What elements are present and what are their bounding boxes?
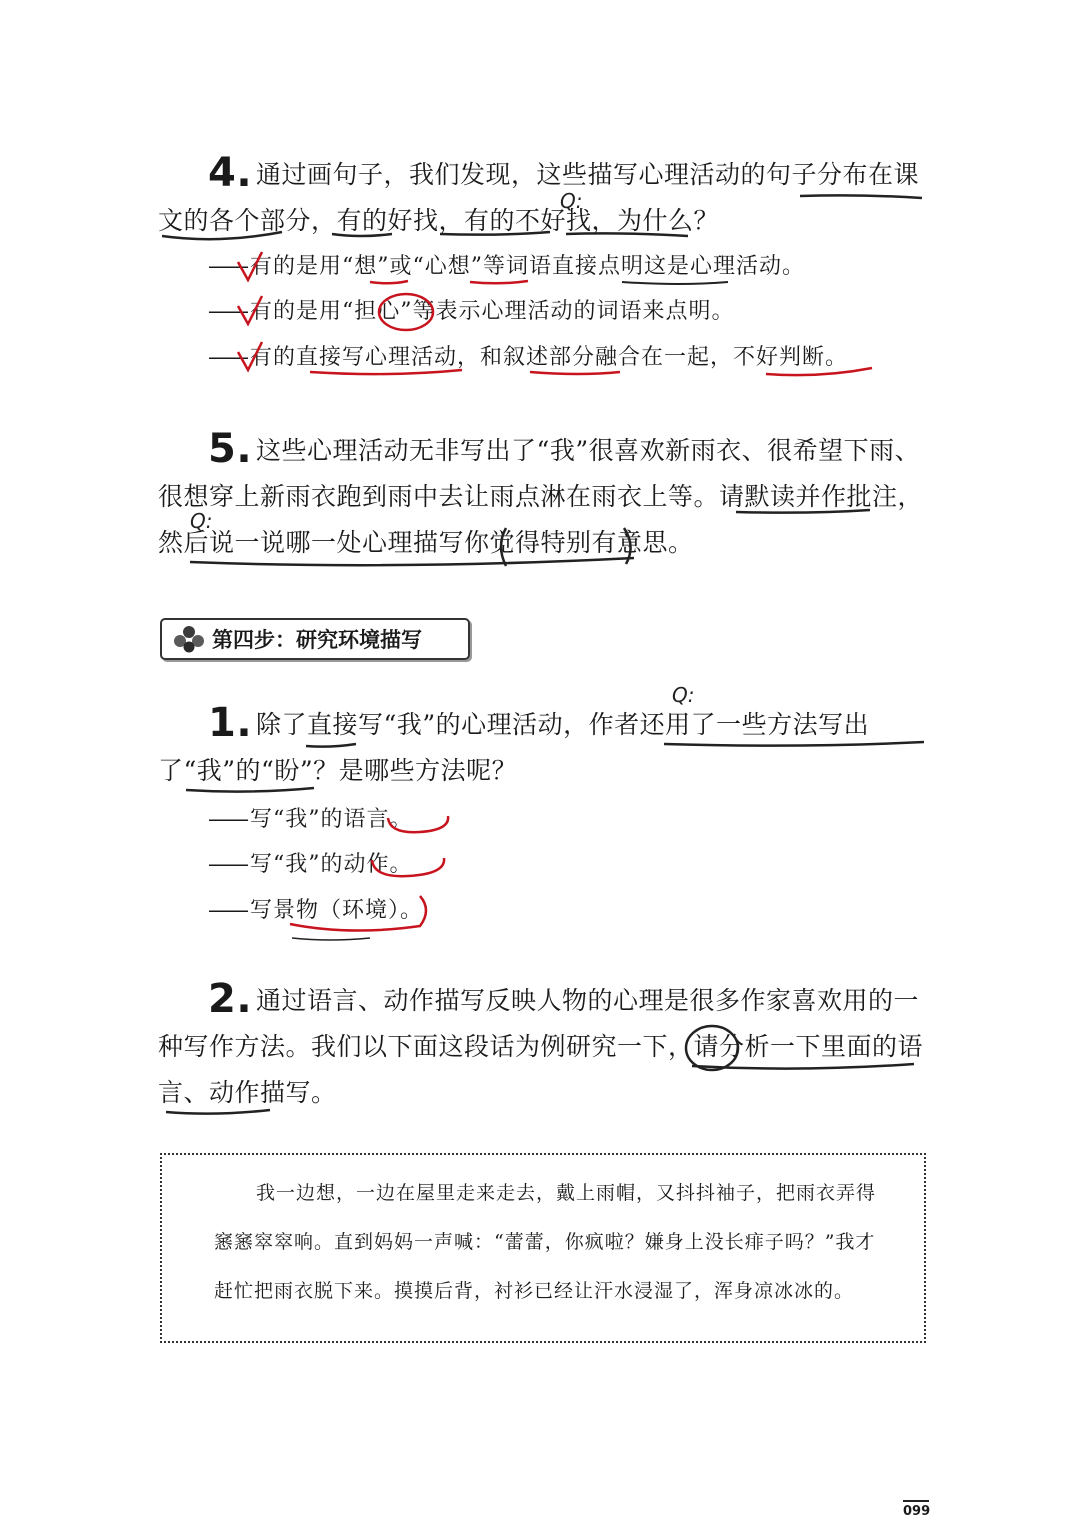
- answer-line: —— 写景物（环境）。: [208, 898, 424, 923]
- answer-line: —— 有的是用“担心”等表示心理活动的词语来点明。: [208, 299, 735, 324]
- answer-line: —— 写“我”的语言。: [208, 807, 413, 832]
- question-number: 1.: [208, 700, 253, 746]
- section-title: 第四步：研究环境描写: [212, 628, 422, 652]
- question-text: 这些心理活动无非写出了“我”很喜欢新雨衣、很希望下雨、很想穿上新雨衣跑到雨中去让雨点淋在雨衣上等。请默读并作批注，然后说一说哪一处心理描写你觉得特别有意思。: [158, 436, 924, 557]
- question-number: 4.: [208, 150, 253, 196]
- question-text: 通过画句子，我们发现，这些描写心理活动的句子分布在课文的各个部分，有的好找，有的不好找，为什么？: [158, 160, 920, 235]
- q-annotation: Q:: [672, 683, 695, 707]
- q-annotation: Q:: [190, 509, 213, 533]
- question-number: 5.: [208, 426, 253, 472]
- clover-icon: [172, 625, 206, 653]
- answer-line: —— 有的是用“想”或“心想”等词语直接点明这是心理活动。: [208, 254, 805, 279]
- section-question-1: [158, 700, 928, 794]
- passage-box: [160, 1153, 926, 1343]
- answer-line: —— 写“我”的动作。: [208, 852, 413, 877]
- underline: [622, 282, 728, 284]
- underline: [292, 938, 370, 940]
- page-number: 099: [903, 1500, 929, 1519]
- question-text: 除了直接写“我”的心理活动，作者还用了一些方法写出了“我”的“盼”？是哪些方法呢？: [158, 710, 870, 785]
- q-annotation: Q:: [560, 189, 583, 213]
- answer-line: —— 有的直接写心理活动，和叙述部分融合在一起，不好判断。: [208, 345, 849, 370]
- section-header: [160, 618, 470, 660]
- section-question-2: [158, 976, 928, 1116]
- question-text: 通过语言、动作描写反映人物的心理是很多作家喜欢用的一种写作方法。我们以下面这段话为例研究一下，请分析一下里面的语言、动作描写。: [158, 986, 924, 1107]
- question-number: 2.: [208, 976, 253, 1022]
- passage-text: 我一边想，一边在屋里走来走去，戴上雨帽，又抖抖袖子，把雨衣弄得窸窸窣窣响。直到妈妈一声喊：“蕾蕾，你疯啦？嫌身上没长痱子吗？”我才赶忙把雨衣脱下来。摸摸后背，衬衫已经让汗水浸湿了，浑身凉冰冰的。: [214, 1182, 877, 1302]
- question-5: [158, 426, 928, 566]
- question-4: [158, 150, 928, 244]
